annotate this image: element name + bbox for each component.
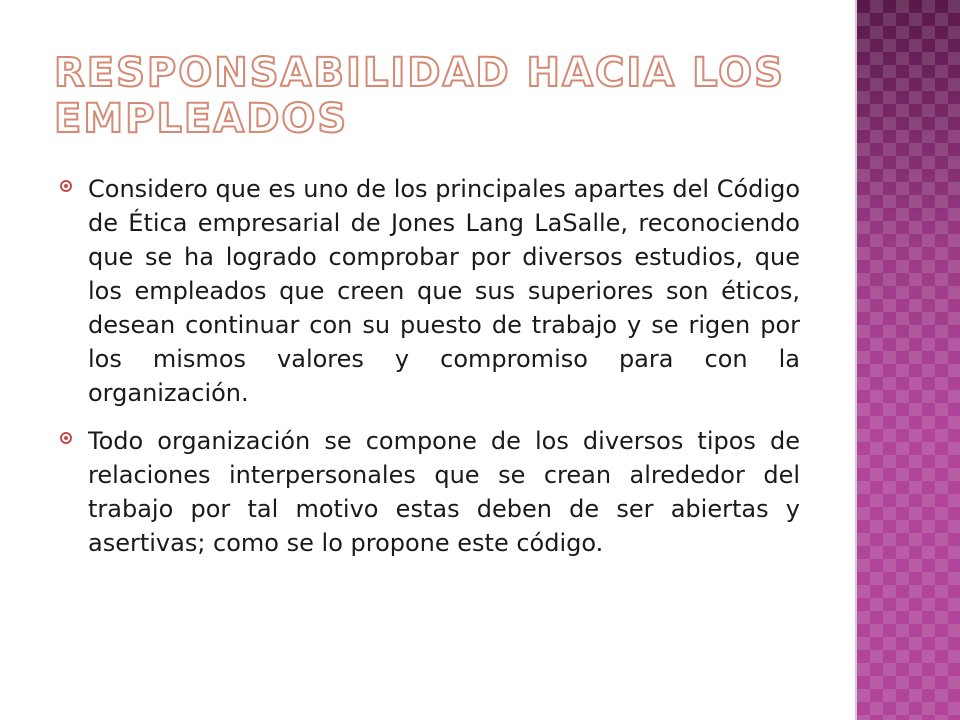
circle-bullet-icon xyxy=(60,180,72,192)
circle-bullet-icon xyxy=(60,432,72,444)
slide-title: RESPONSABILIDAD HACIA LOS EMPLEADOS xyxy=(54,50,785,142)
bullet-item-2 xyxy=(60,424,800,560)
bullet-list xyxy=(60,172,800,574)
bullet-text-2: Todo organización se compone de los diversos tipos de relaciones interpersonales que se crean alrededor del trabajo por tal motivo estas deben de ser abiertas y asertivas; como se lo propone este código. xyxy=(88,427,800,557)
bullet-text-1: Considero que es uno de los principales apartes del Código de Ética empresarial de Jones Lang LaSalle, reconociendo que se ha logrado comprobar por diversos estudios, que los empleados que creen que sus superiores son éticos, desean continuar con su puesto de trabajo y se rigen por los mismos valores y compromiso para con la organización. xyxy=(88,175,800,407)
bullet-item-1 xyxy=(60,172,800,410)
decorative-side-panel xyxy=(857,0,960,720)
